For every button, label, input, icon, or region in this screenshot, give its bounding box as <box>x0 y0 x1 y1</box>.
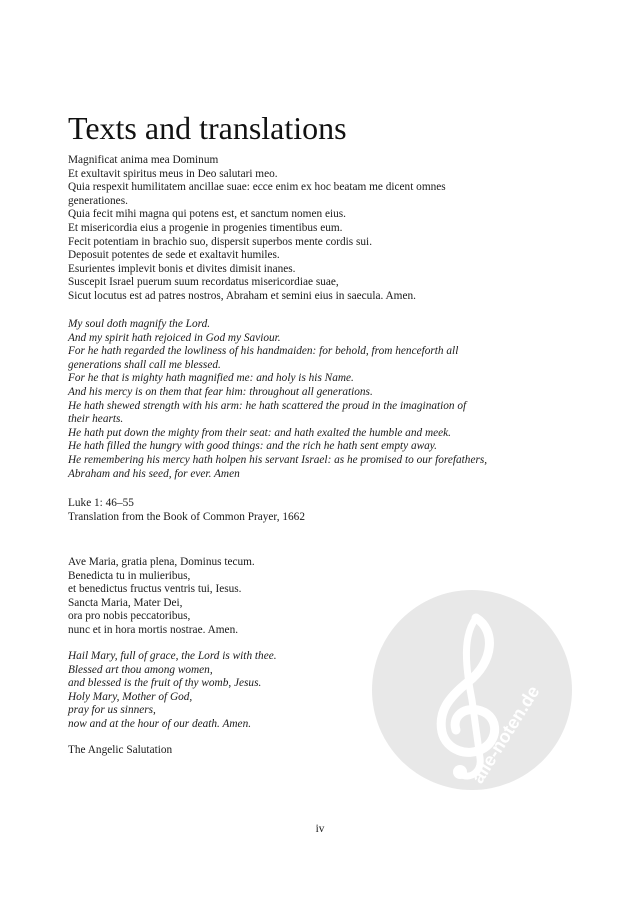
text-line: Esurientes implevit bonis et divites dimisit inanes. <box>68 262 296 275</box>
text-line: Sicut locutus est ad patres nostros, Abraham et semini eius in saecula. Amen. <box>68 289 416 302</box>
text-line: pray for us sinners, <box>68 704 156 717</box>
page-number: iv <box>315 823 325 835</box>
text-line: Blessed art thou among women, <box>68 663 213 676</box>
text-line: My soul doth magnify the Lord. <box>68 318 211 330</box>
page-title: Texts and translations <box>68 110 347 146</box>
text-line: Fecit potentiam in brachio suo, dispersit superbos mente cordis sui. <box>68 235 373 248</box>
text-line: Et exultavit spiritus meus in Deo salutari meo. <box>68 167 278 180</box>
ave-maria-latin-text <box>68 556 598 638</box>
text-line: their hearts. <box>68 413 124 426</box>
text-line: and blessed is the fruit of thy womb, Jesus. <box>68 677 262 690</box>
text-line: generations shall call me blessed. <box>68 358 221 371</box>
text-line: et benedictus fructus ventris tui, Iesus. <box>68 583 242 596</box>
text-line: Ave Maria, gratia plena, Dominus tecum. <box>68 556 255 568</box>
text-line: now and at the hour of our death. Amen. <box>68 717 252 730</box>
text-line: And his mercy is on them that fear him: throughout all generations. <box>68 385 373 398</box>
source-translation-credit: Translation from the Book of Common Prayer, 1662 <box>68 510 305 523</box>
ave-maria-source <box>68 744 598 758</box>
ave-maria-english-translation <box>68 650 598 732</box>
text-line: Benedicta tu in mulieribus, <box>68 569 191 582</box>
text-line: He remembering his mercy hath holpen his servant Israel: as he promised to our forefathers, <box>68 453 488 466</box>
text-line: Suscepit Israel puerum suum recordatus misericordiae suae, <box>68 276 339 289</box>
text-line: Quia fecit mihi magna qui potens est, et sanctum nomen eius. <box>68 208 346 221</box>
magnificat-source <box>68 497 598 524</box>
text-line: Hail Mary, full of grace, the Lord is with thee. <box>68 650 277 662</box>
text-line: He hath put down the mighty from their seat: and hath exalted the humble and meek. <box>68 426 451 439</box>
source-reference: The Angelic Salutation <box>68 744 173 756</box>
text-line: Deposuit potentes de sede et exaltavit humiles. <box>68 249 280 262</box>
text-line: nunc et in hora mortis nostrae. Amen. <box>68 623 239 636</box>
text-line: For he that is mighty hath magnified me: and holy is his Name. <box>68 372 354 385</box>
text-line: He hath filled the hungry with good things: and the rich he hath sent empty away. <box>68 440 437 453</box>
text-line: Et misericordia eius a progenie in progenies timentibus eum. <box>68 221 343 234</box>
magnificat-latin-text <box>68 154 598 304</box>
text-line: ora pro nobis peccatoribus, <box>68 610 191 623</box>
text-line: Sancta Maria, Mater Dei, <box>68 596 183 609</box>
text-line: For he hath regarded the lowliness of his handmaiden: for behold, from henceforth all <box>68 345 459 358</box>
text-line: And my spirit hath rejoiced in God my Saviour. <box>68 331 281 344</box>
text-line: Holy Mary, Mother of God, <box>68 690 193 703</box>
text-line: He hath shewed strength with his arm: he hath scattered the proud in the imagination of <box>68 399 467 412</box>
magnificat-english-translation <box>68 318 598 481</box>
text-line: generationes. <box>68 194 128 207</box>
source-reference: Luke 1: 46–55 <box>68 497 134 509</box>
text-line: Abraham and his seed, for ever. Amen <box>68 467 240 480</box>
text-line: Quia respexit humilitatem ancillae suae: ecce enim ex hoc beatam me dicent omnes <box>68 181 446 194</box>
text-line: Magnificat anima mea Dominum <box>68 154 219 166</box>
watermark-text: alle-noten.de <box>467 682 544 787</box>
